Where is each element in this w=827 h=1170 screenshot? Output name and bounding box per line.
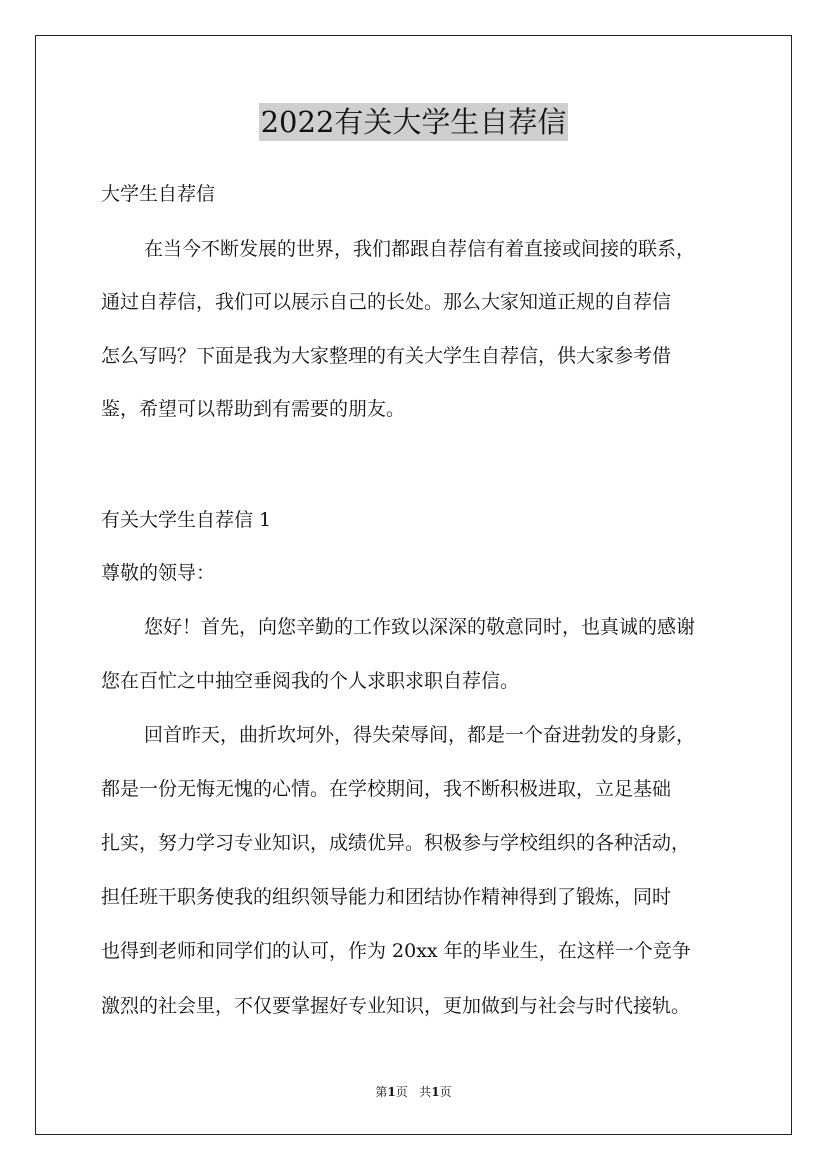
footer-total-prefix: 共 <box>419 1085 432 1099</box>
page-footer <box>0 1084 827 1100</box>
section-heading: 有关大学生自荐信 1 <box>101 509 272 531</box>
para2-line-2: 都是一份无悔无愧的心情。在学校期间，我不断积极进取，立足基础 <box>101 778 672 800</box>
footer-page-prefix: 第 <box>375 1085 388 1099</box>
footer-page-suffix: 页 <box>395 1085 408 1099</box>
para2-line-6: 激烈的社会里，不仅要掌握好专业知识，更加做到与社会与时代接轨。 <box>101 995 691 1017</box>
footer-total-suffix: 页 <box>439 1085 452 1099</box>
para1-line-1: 您好！首先，向您辛勤的工作致以深深的敬意同时，也真诚的感谢 <box>144 616 696 638</box>
para2-line-4: 担任班干职务使我的组织领导能力和团结协作精神得到了锻炼，同时 <box>101 886 672 908</box>
para2-line-5: 也得到老师和同学们的认可，作为 20xx 年的毕业生，在这样一个竞争 <box>101 940 691 962</box>
salutation: 尊敬的领导： <box>101 562 216 584</box>
subheading: 大学生自荐信 <box>101 183 216 205</box>
footer-total-number: 1 <box>431 1085 440 1099</box>
intro-line-1: 在当今不断发展的世界，我们都跟自荐信有着直接或间接的联系， <box>144 238 696 260</box>
intro-line-4: 鉴，希望可以帮助到有需要的朋友。 <box>101 398 406 420</box>
para2-line-3: 扎实，努力学习专业知识，成绩优异。积极参与学校组织的各种活动， <box>101 832 691 854</box>
document-title: 2022有关大学生自荐信 <box>260 105 567 139</box>
intro-line-2: 通过自荐信，我们可以展示自己的长处。那么大家知道正规的自荐信 <box>101 291 672 313</box>
para1-line-2: 您在百忙之中抽空垂阅我的个人求职求职自荐信。 <box>101 670 520 692</box>
para2-line-1: 回首昨天，曲折坎坷外，得失荣辱间，都是一个奋进勃发的身影， <box>144 724 696 746</box>
intro-line-3: 怎么写吗？下面是我为大家整理的有关大学生自荐信，供大家参考借 <box>101 345 672 367</box>
title-block <box>0 103 827 141</box>
footer-page-number: 1 <box>387 1085 396 1099</box>
